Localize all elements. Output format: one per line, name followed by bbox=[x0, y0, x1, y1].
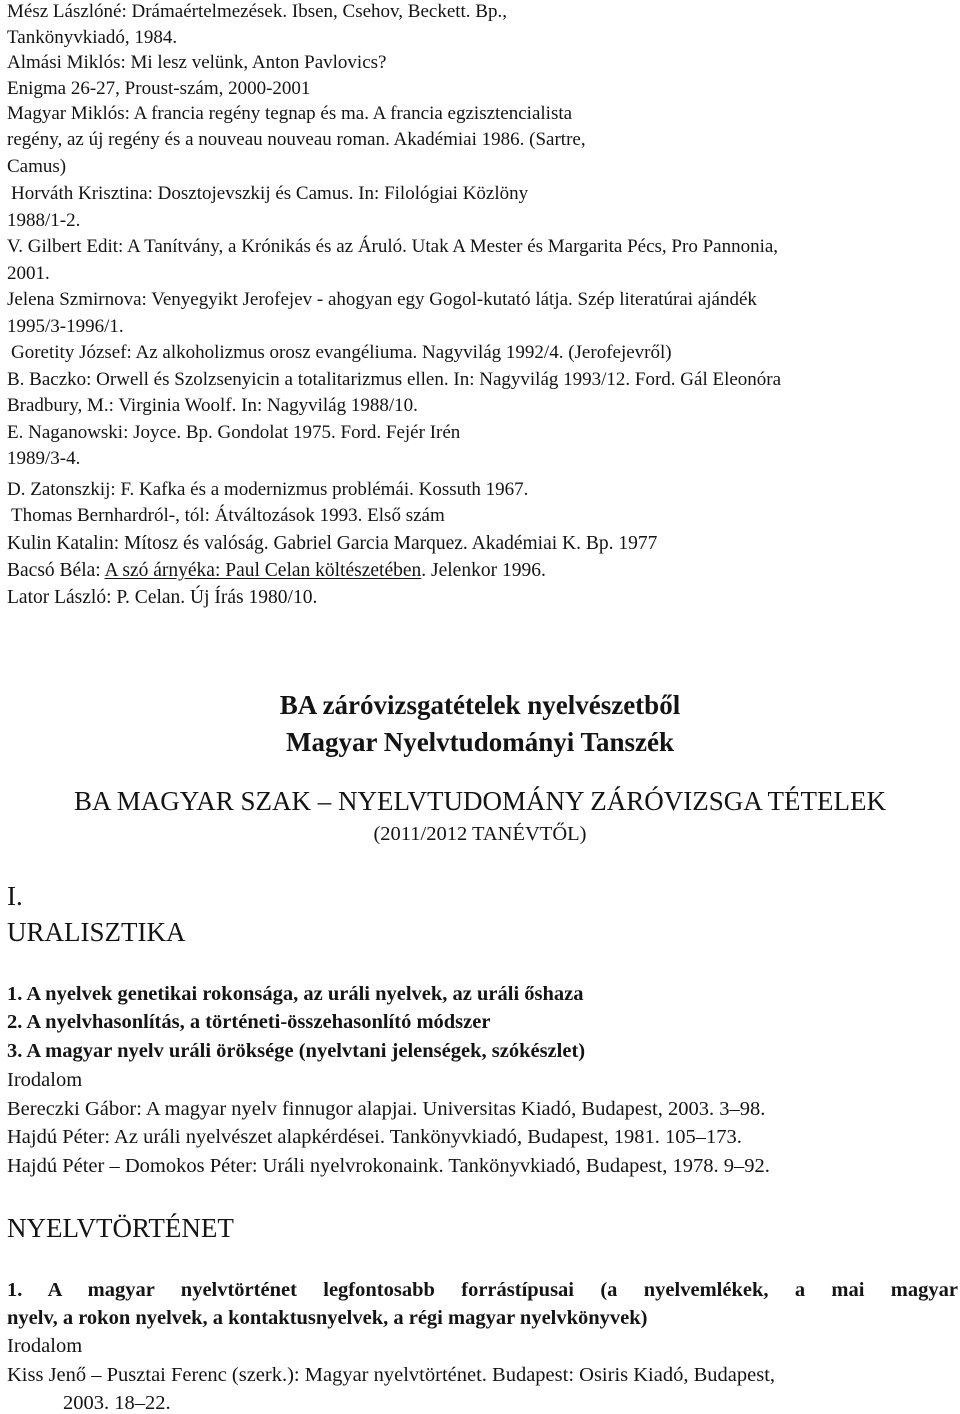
department-name: Magyar Nyelvtudományi Tanszék bbox=[285, 727, 675, 757]
bib-entry: Bradbury, M.: Virginia Woolf. In: Nagyvilág 1988/10. bbox=[7, 395, 418, 416]
exam-topic: 3. A magyar nyelv uráli öröksége (nyelvtani jelenségek, szókészlet) bbox=[7, 1040, 586, 1062]
exam-topic-continued: nyelv, a rokon nyelvek, a kontaktusnyelvek, a régi magyar nyelvkönyvek) bbox=[7, 1307, 648, 1329]
bib-entry: B. Baczko: Orwell és Szolzsenyicin a totalitarizmus ellen. In: Nagyvilág 1993/12. Ford. Gál Eleonóra bbox=[7, 369, 782, 390]
section-title-nyelvtortenet: NYELVTÖRTÉNET bbox=[7, 1213, 234, 1243]
bib-entry: 1988/1-2. bbox=[7, 210, 81, 231]
bib-entry: Jelena Szmirnova: Venyegyikt Jerofejev - ahogyan egy Gogol-kutató látja. Szép literatúrai ajándék bbox=[7, 289, 757, 310]
exam-topic: 1. A nyelvek genetikai rokonsága, az uráli nyelvek, az uráli őshaza bbox=[7, 983, 584, 1005]
literature-entry-continued: 2003. 18–22. bbox=[63, 1392, 171, 1414]
bib-entry: Almási Miklós: Mi lesz velünk, Anton Pavlovics? bbox=[7, 52, 387, 73]
subheading: (2011/2012 TANÉVTŐL) bbox=[373, 823, 587, 845]
bib-publisher: . Jelenkor 1996. bbox=[421, 560, 546, 581]
bib-entry: Tankönyvkiadó, 1984. bbox=[7, 27, 178, 48]
bib-entry bbox=[7, 560, 546, 582]
bib-entry: Kulin Katalin: Mítosz és valóság. Gabriel Garcia Marquez. Akadémiai K. Bp. 1977 bbox=[7, 533, 658, 554]
section-number: I. bbox=[7, 881, 23, 911]
bib-entry: Magyar Miklós: A francia regény tegnap és ma. A francia egzisztencialista bbox=[7, 103, 573, 124]
bib-title: A szó árnyéka: Paul Celan költészetében bbox=[104, 560, 422, 581]
main-heading: BA MAGYAR SZAK – NYELVTUDOMÁNY ZÁRÓVIZSGA TÉTELEK bbox=[73, 786, 886, 816]
literature-entry: Kiss Jenő – Pusztai Ferenc (szerk.): Magyar nyelvtörténet. Budapest: Osiris Kiadó, Budapest, bbox=[7, 1364, 776, 1386]
bib-entry: Lator László: P. Celan. Új Írás 1980/10. bbox=[7, 587, 318, 608]
literature-label: Irodalom bbox=[7, 1069, 83, 1091]
bib-author: Bacsó Béla: bbox=[7, 560, 105, 581]
literature-label: Irodalom bbox=[7, 1335, 83, 1357]
document-title: BA záróvizsgatételek nyelvészetből bbox=[279, 690, 681, 720]
bib-entry: Camus) bbox=[7, 156, 67, 177]
bib-entry: Enigma 26-27, Proust-szám, 2000-2001 bbox=[7, 78, 311, 99]
literature-entry: Bereczki Gábor: A magyar nyelv finnugor alapjai. Universitas Kiadó, Budapest, 2003. 3–98. bbox=[7, 1098, 766, 1120]
bib-entry: Goretity József: Az alkoholizmus orosz evangéliuma. Nagyvilág 1992/4. (Jerofejevről) bbox=[11, 342, 672, 363]
exam-topic: 2. A nyelvhasonlítás, a történeti-összehasonlító módszer bbox=[7, 1011, 491, 1033]
bib-entry: 1995/3-1996/1. bbox=[7, 316, 124, 337]
bib-entry: E. Naganowski: Joyce. Bp. Gondolat 1975. Ford. Fejér Irén bbox=[7, 422, 461, 443]
bib-entry: 1989/3-4. bbox=[7, 448, 81, 469]
bib-entry: Horváth Krisztina: Dosztojevszkij és Camus. In: Filológiai Közlöny bbox=[11, 183, 529, 204]
bib-entry: Thomas Bernhardról-, tól: Átváltozások 1993. Első szám bbox=[11, 505, 445, 526]
section-title-uralisztika: URALISZTIKA bbox=[7, 917, 186, 947]
bib-entry: regény, az új regény és a nouveau nouveau roman. Akadémiai 1986. (Sartre, bbox=[7, 129, 586, 150]
literature-entry: Hajdú Péter – Domokos Péter: Uráli nyelvrokonaink. Tankönyvkiadó, Budapest, 1978. 9–92. bbox=[7, 1155, 770, 1177]
bib-entry: D. Zatonszkij: F. Kafka és a modernizmus problémái. Kossuth 1967. bbox=[7, 479, 529, 500]
bib-entry: 2001. bbox=[7, 263, 50, 284]
bib-entry: Mész Lászlóné: Drámaértelmezések. Ibsen, Csehov, Beckett. Bp., bbox=[7, 1, 507, 22]
exam-topic: 1. A magyar nyelvtörténet legfontosabb forrástípusai (a nyelvemlékek, a mai magyar bbox=[7, 1279, 958, 1301]
bib-entry: V. Gilbert Edit: A Tanítvány, a Krónikás és az Áruló. Utak A Mester és Margarita Pécs, Pro Pannonia, bbox=[7, 236, 779, 257]
literature-entry: Hajdú Péter: Az uráli nyelvészet alapkérdései. Tankönyvkiadó, Budapest, 1981. 105–173. bbox=[7, 1126, 742, 1148]
